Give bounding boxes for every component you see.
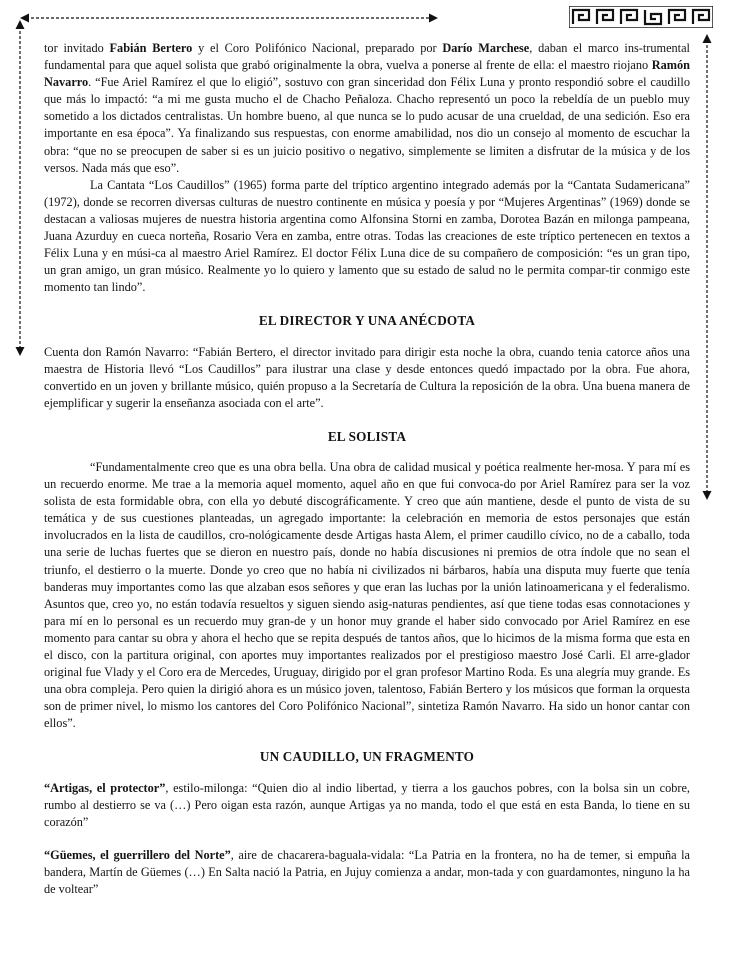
paragraph-director: Cuenta don Ramón Navarro: “Fabián Bertero, el director invitado para dirigir esta noche la obra, cuando tenia catorce años una maestra de Historia llevó “Los Caudillos” para ilustrar una clase y desde entonces quedó impactado por la obra. Fue ahora, convertido en un joven y brillante músico, quién propuso a la Secretaría de Cultura la reposición de la obra. Una buena manera de ejemplificar y sugerir la enseñanza asociada con el arte”. [44,344,690,410]
spacer [44,831,690,847]
name-bold: Darío Marchese [442,41,530,55]
horizontal-double-arrow-icon [20,12,438,24]
article-body [44,40,690,898]
text-run: . “Fue Ariel Ramírez el que lo eligió”, sostuvo con gran sinceridad don Félix Luna y pronto respondió sobre el caudillo que más lo impactó: “a mi me gusta mucho el de Chacho Peñaloza. Chacho representó un poco la rebeldía de un pueblo muy sometido a los dictados centralistas. Un hombre bueno, al que nunca se lo pudo acusar de una crueldad, de una sedición. Eso era importante en esa época”. Ya finalizando sus respuestas, con enorme amabilidad, nos dio un consejo al momento de escuchar la obra: “que no se preocupen de saber si es un juicio positivo o negativo, simplemente se limiten a disfrutar de la música y de los versos. Nada más que eso”. [44,75,690,175]
text-run: , estilo-milonga: “Quien dio al indio libertad, y tierra a los gauchos pobres, con la bolsa sin un cobre, rumbo al destierro se va (…) Pero oigan esta razón, aunque Artigas ya no manda, todo el que está en esta Banda, lo tiene en su corazón” [44,780,690,829]
left-vertical-double-arrow-icon [14,20,26,356]
song-title-bold: “Güemes, el guerrillero del Norte” [44,847,231,862]
paragraph-guemes [44,847,690,898]
text-run: , aire de chacarera-baguala-vidala: “La Patria en la frontera, no ha de temer, si empuña la bandera, Martín de Güemes (…) En Salta nació la Patria, en Jujuy comienza a andar, mon-tada y con guardamontes, ninguno la ha de voltear” [44,847,690,897]
song-title-bold: “Artigas, el protector” [44,780,166,795]
paragraph-intro [44,40,690,177]
text-run: tor invitado [44,41,110,55]
text-run: , daban el marco ins-trumental fundamental para que aquel solista que grabó originalmente la obra, vuelva a ponerse al frente de ella: el maestro riojano [44,41,690,73]
section-heading-solista: EL SOLISTA [327,428,407,444]
right-vertical-double-arrow-icon [701,34,713,500]
paragraph-cantata: La Cantata “Los Caudillos” (1965) forma parte del tríptico argentino integrado además por la “Cantata Sudamericana” (1972), donde se recorren diversas culturas de nuestro continente en música y poesía y por “Mujeres Argentinas” (1969) donde se destacan a valiosas mujeres de nuestra historia argentina como Alfonsina Storni en zamba, Dorotea Bazán en milonga pampeana, Juana Azurduy en cueca norteña, Rosario Vera en zamba, entre otras. Todas las creaciones de este tríptico pertenecen en textos a Félix Luna y en músi-ca al maestro Ariel Ramírez. El doctor Félix Luna dice de su compañero de composición: “es un gran tipo, un gran amigo, un gran músico. Realmente yo lo quiero y lamento que su estado de salud no le permita compar-tir conmigo este momento tan lindo”. [44,177,690,295]
name-bold: Fabián Bertero [109,41,193,55]
paragraph-solista: “Fundamentalmente creo que es una obra bella. Una obra de calidad musical y poética realmente her-mosa. Y para mí es un recuerdo enorme. Me trae a la memoria aquel momento, aquel año en que fui convoca-do por Ariel Ramírez para ser la voz solista de esta formidable obra, con ella yo debuté discográficamente. Y creo que aún mantiene, desde el punto de vista de su temática y de sus cuestiones planteadas, un agregado importante: la celebración en memoria de estos personajes que están involucrados en la lista de caudillos, cro-nológicamente desde Artigas hasta Alem, el primer caudillo cívico, no de a caballo, toda una serie de luchas fuertes que se dieron en nuestro país, donde no había discusiones ni premios de otra índole que no sean el triunfo, el destierro o la muerte. Donde yo creo que no había ni civilizados ni bárbaros, había una disputa muy fuerte que tenía banderas muy importantes como las que alzaban esos señores y que eran las luchas por la unión latinoamericana y el federalismo. Asuntos que, creo yo, no están todavía resueltos y siguen siendo asig-naturas pendientes, así que tiene todas esas connotaciones y para mí en lo personal es un recuerdo muy gran-de y un honor muy grande el haber sido convocado por Ariel Ramírez en ese momento para cantar su obra y ahora el hecho que se repita después de tantos años, que lo hicimos de la misma forma que esta en el disco, con la partitura original, con aportes muy importantes realizados por el prestigioso maestro José Carli. El arre-glador original fue Vlady y el Coro era de Mercedes, Uruguay, dirigido por el gran profesor Martino Roda. Es una alegría muy grande. Es una obra compleja. Pero quien la dirigió ahora es un músico joven, talentoso, Fabián Bertero y los músicos que forman la orquesta son de primer nivel, lo mismo los cantores del Coro Polifónico Nacional”, sintetiza Ramón Navarro. Ha sido un honor cantar con ellos”. [44,459,690,731]
section-heading-director: EL DIRECTOR Y UNA ANÉCDOTA [258,313,476,329]
paragraph-artigas [44,780,690,831]
text-run: y el Coro Polifónico Nacional, preparado por [192,41,443,55]
name-bold: Ramón Navarro [44,58,690,90]
section-heading-fragmento: UN CAUDILLO, UN FRAGMENTO [259,749,475,765]
greek-key-border-icon [569,6,713,28]
